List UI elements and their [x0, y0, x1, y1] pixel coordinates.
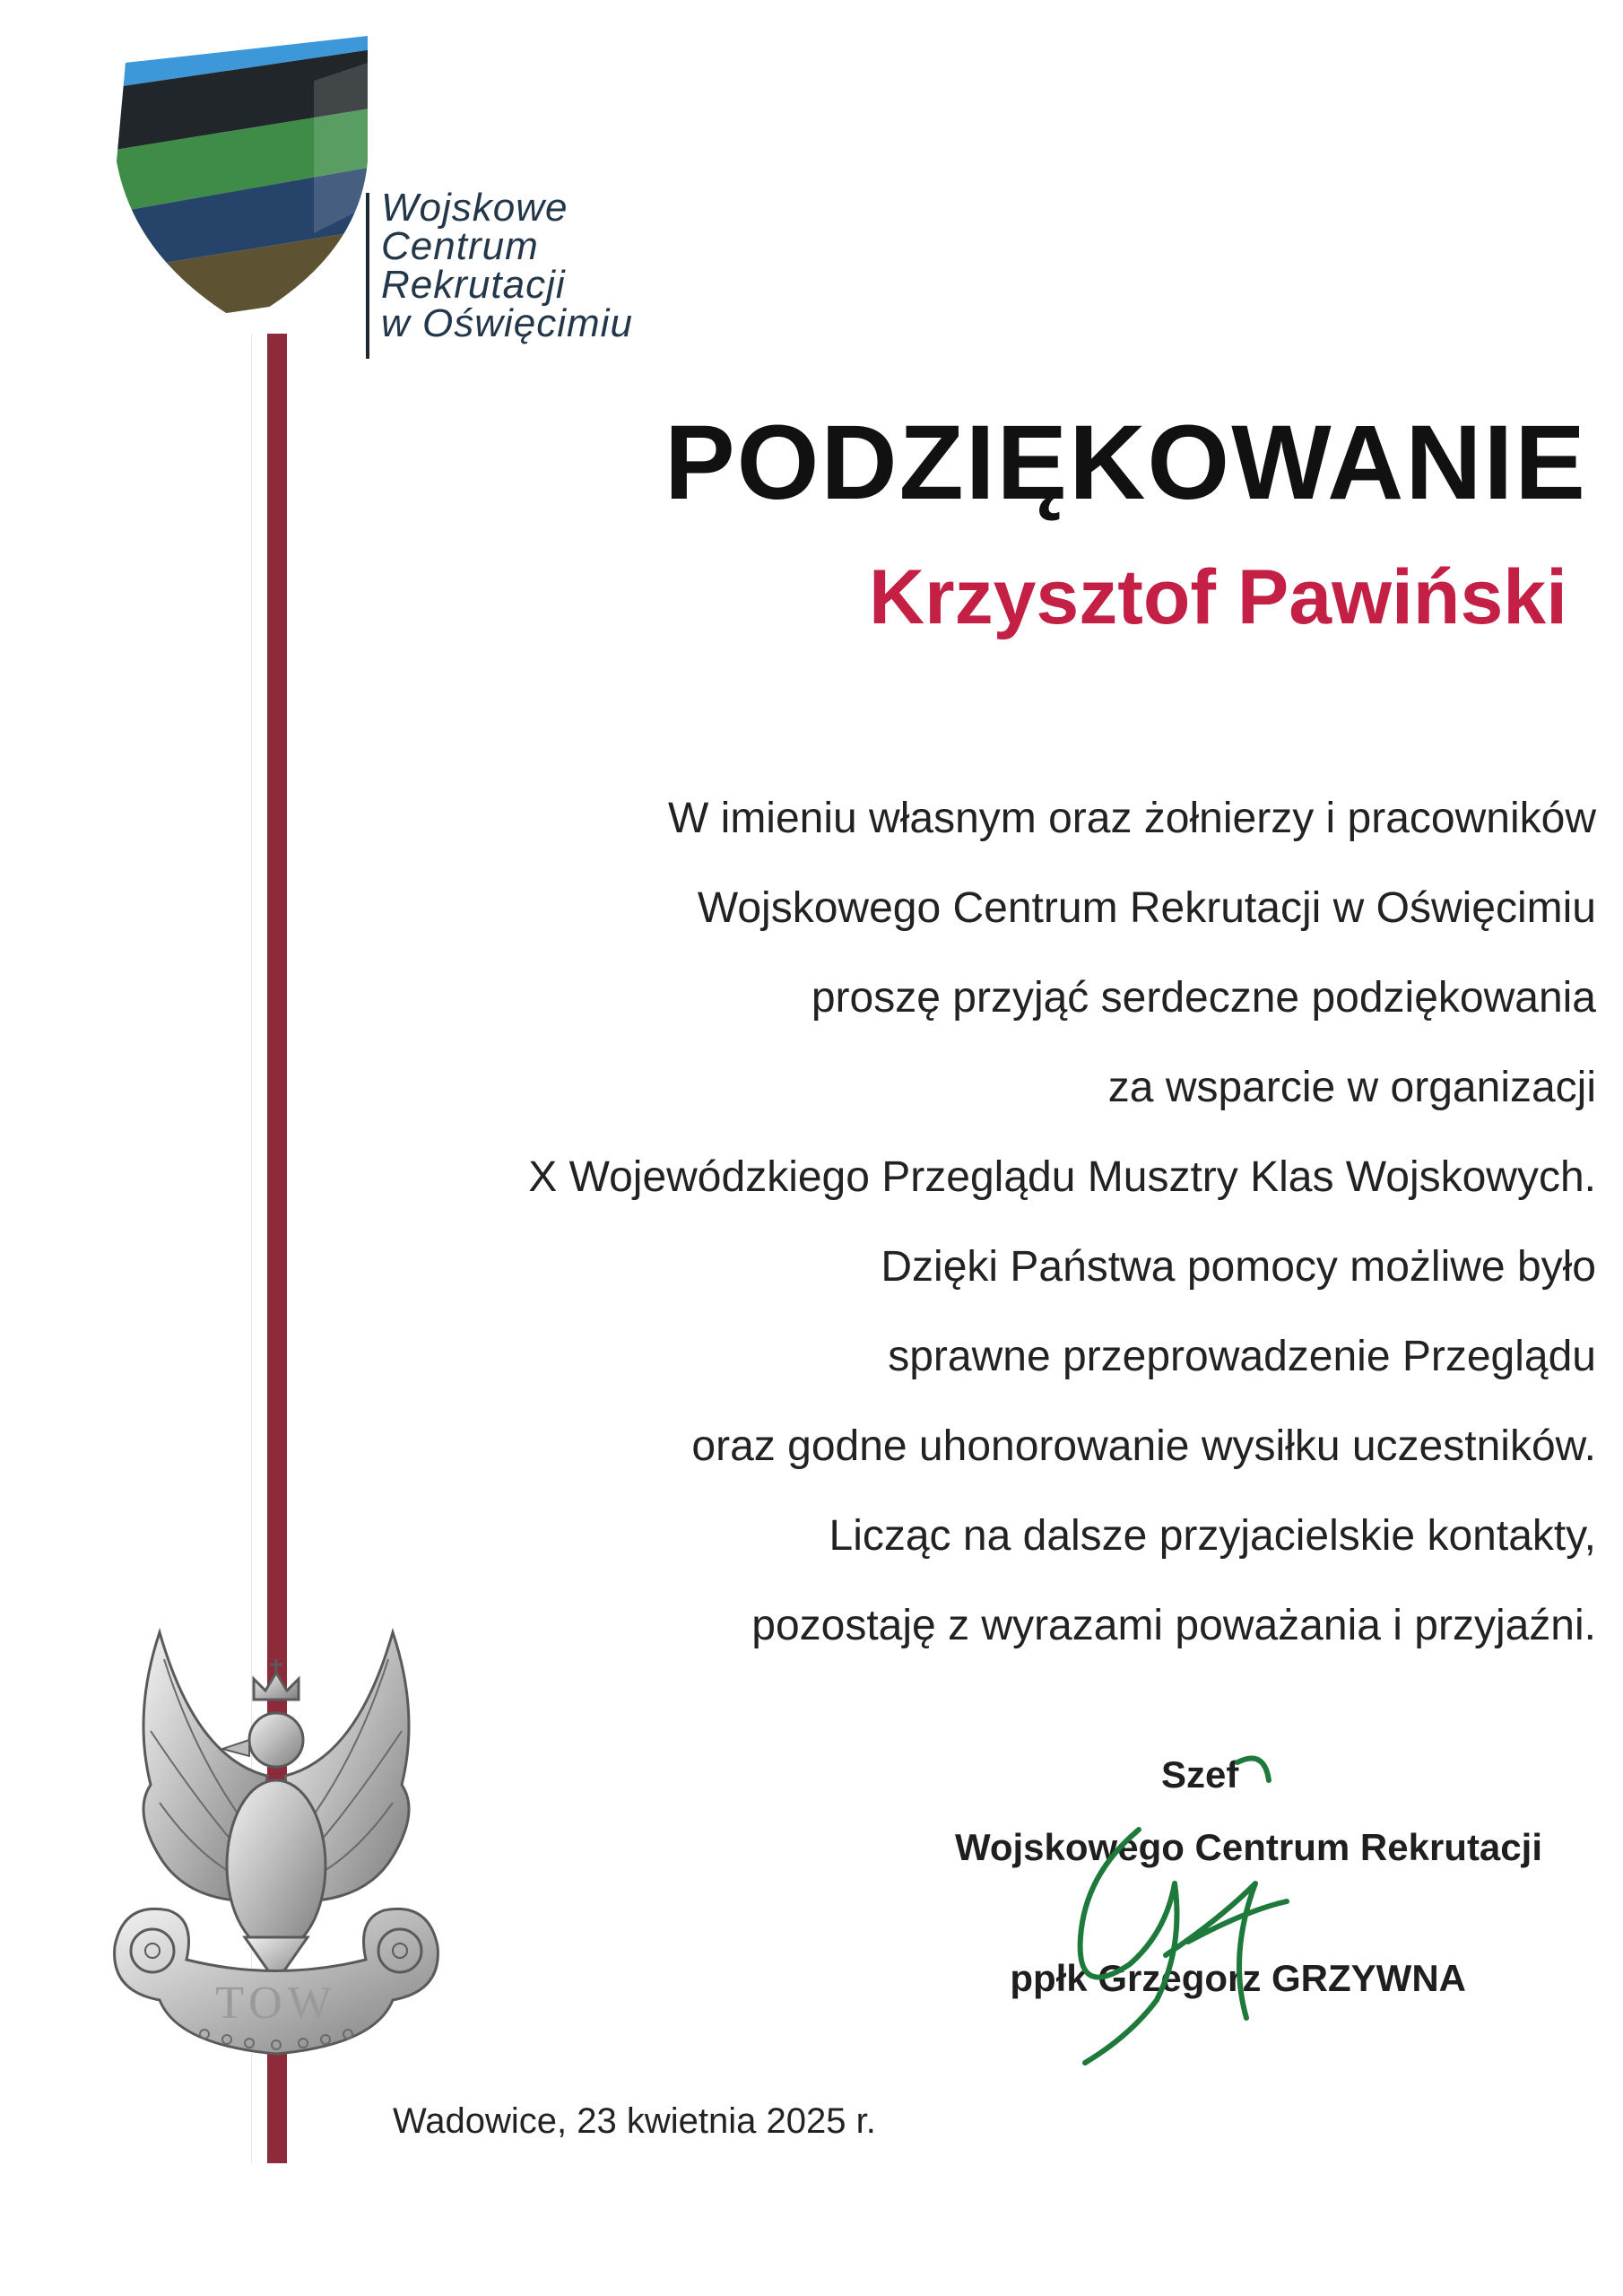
wcr-logo-shield-icon	[99, 27, 404, 332]
body-line: oraz godne uhonorowanie wysiłku uczestników.	[691, 1422, 1596, 1470]
recipient-name: Krzysztof Pawiński	[869, 554, 1567, 640]
signature-name: ppłk Grzegorz GRZYWNA	[1010, 1957, 1466, 1999]
body-line: X Wojewódzkiego Przeglądu Musztry Klas Wojskowych.	[528, 1153, 1596, 1201]
emblem-banner-text: TOW	[215, 1978, 337, 2029]
body-line: Wojskowego Centrum Rekrutacji w Oświęcimiu	[697, 884, 1596, 932]
logo-text-line-2: Centrum	[381, 224, 539, 268]
body-line: sprawne przeprowadzenie Przeglądu	[888, 1333, 1596, 1380]
signature-role: Szef	[1161, 1753, 1239, 1796]
body-line: Licząc na dalsze przyjacielskie kontakty,	[829, 1512, 1596, 1560]
logo-divider	[366, 193, 369, 359]
body-line: W imieniu własnym oraz żołnierzy i pracowników	[668, 795, 1596, 842]
logo-text-line-1: Wojskowe	[381, 186, 568, 230]
body-line: Dzięki Państwa pomocy możliwe było	[881, 1243, 1596, 1291]
letter-body	[251, 774, 1596, 1671]
logo-text-line-3: Rekrutacji	[381, 263, 566, 307]
body-line: proszę przyjąć serdeczne podziękowania	[811, 974, 1596, 1022]
body-line: za wsparcie w organizacji	[1107, 1064, 1596, 1111]
date-and-place: Wadowice, 23 kwietnia 2025 r.	[393, 2101, 876, 2141]
document-title: PODZIĘKOWANIE	[664, 404, 1587, 522]
signature-organization: Wojskowego Centrum Rekrutacji	[954, 1826, 1542, 1868]
logo-text-line-4: w Oświęcimiu	[381, 301, 633, 345]
body-line: pozostaję z wyrazami poważania i przyjaźni.	[751, 1602, 1596, 1649]
military-eagle-emblem-icon	[97, 1605, 456, 2063]
handwritten-signature-icon	[1031, 1731, 1327, 2090]
